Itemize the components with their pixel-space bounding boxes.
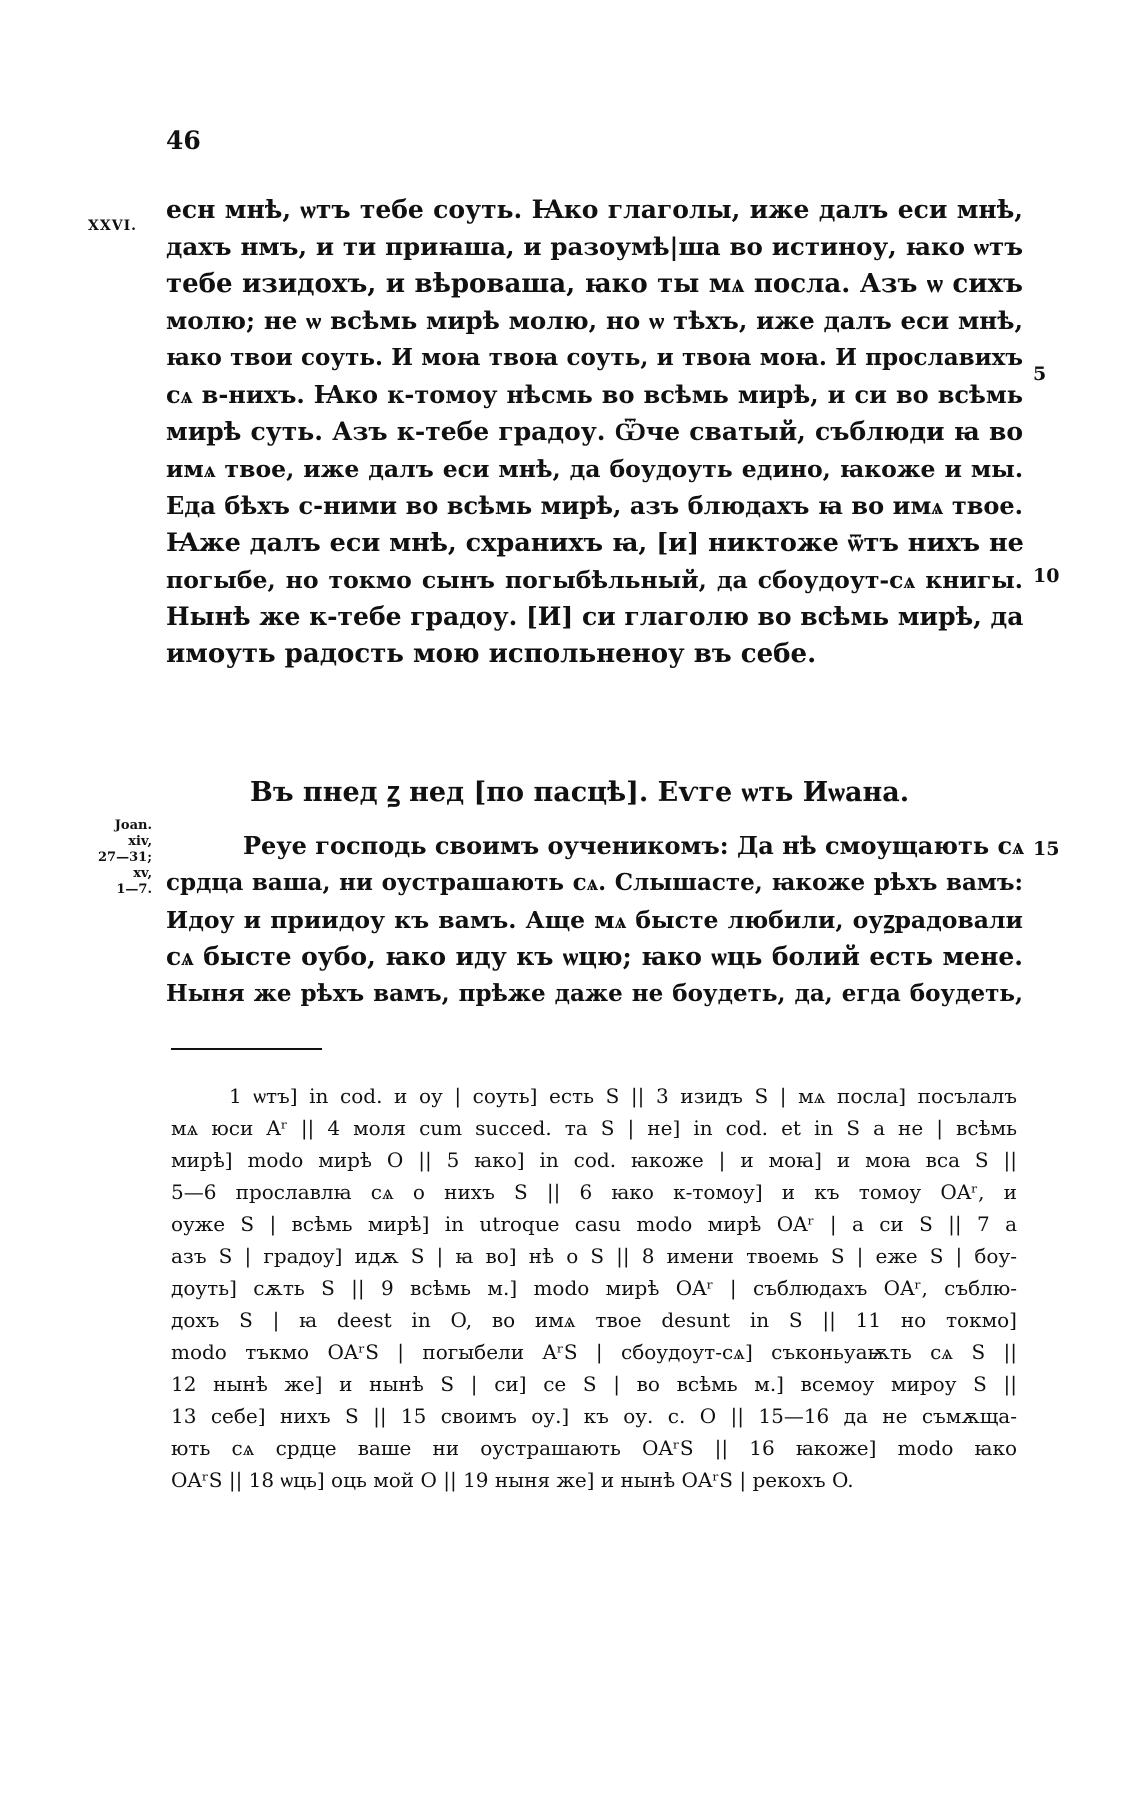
line-number: 10 — [1033, 565, 1060, 587]
gospel-reference-line: 27—31; — [98, 850, 152, 865]
footnote-line: мѧ юси Aʳ || 4 моля cum succed. та S | не] in cod. et in S а не | всѣмь — [171, 1116, 1017, 1140]
footnote-line: оуже S | всѣмь мирѣ] in utroque casu modo мирѣ OAʳ | а си S || 7 а — [171, 1212, 1017, 1236]
page-number: 46 — [166, 126, 201, 155]
main-text-line: Нынѣ же к-тебе градоу. [И] си глаголю во всѣмь мирѣ, да — [166, 602, 1024, 631]
main-text-line: ꙗко твои соуть. И моꙗ твоꙗ соуть, и твоꙗ моꙗ. И прославихъ — [166, 344, 1023, 371]
footnote-line: ють сѧ срдце ваше ни оустрашають OAʳS || 16 ꙗкоже] modo ꙗко — [171, 1436, 1017, 1460]
main-text-line: погыбе, но токмо сынъ погыбѣльный, да сбоудоут-сѧ книгы. — [166, 566, 1023, 594]
margin-chapter-ref: XXVI. — [88, 218, 138, 234]
footnote-line: доуть] сѫть S || 9 всѣмь м.] modo мирѣ OAʳ | съблюдахъ OAʳ, съблю- — [171, 1276, 1018, 1300]
section-text-line: сѧ бысте оубо, ꙗко иду къ ѡцю; ꙗко ѡць болий есть мене. — [166, 942, 1023, 971]
section-text-line: Идоу и приидоу къ вамъ. Аще мѧ бысте любили, оуꙁрадовали — [166, 906, 1023, 934]
main-text-line: тебе изидохъ, и вѣроваша, ꙗко ты мѧ посла. Азъ ѡ сихъ — [166, 269, 1023, 299]
gospel-reference — [90, 818, 152, 898]
footnote-line: мирѣ] modo мирѣ O || 5 ꙗко] in cod. ꙗкоже | и моꙗ] и моꙗ вса S || — [171, 1148, 1017, 1172]
line-number: 5 — [1033, 363, 1047, 385]
main-text-line: дахъ нмъ, и ти приꙗша, и разоумѣ|ша во истиноу, ꙗко ѡтъ — [166, 232, 1023, 261]
footnote-line: 1 ѡтъ] in cod. и оу | соуть] есть S || 3 изидъ S | мѧ посла] посълалъ — [229, 1084, 1017, 1108]
gospel-reference-line: xv, — [133, 866, 152, 881]
main-text-line: есн мнѣ, ѡтъ тебе соуть. Ꙗко глаголы, иже далъ еси мнѣ, — [166, 195, 1023, 224]
main-text-line: Еда бѣхъ с-ними во всѣмь мирѣ, азъ блюдахъ ꙗ во имѧ твое. — [166, 491, 1023, 520]
footnote-line: дохъ S | ꙗ deest in O, во имѧ твое desunt in S || 11 но токмо] — [171, 1308, 1017, 1332]
main-text-line: молю; не ѡ всѣмь мирѣ молю, но ѡ тѣхъ, иже далъ еси мнѣ, — [166, 306, 1023, 335]
main-text-line: имоуть радость мою испольненоу въ себе. — [166, 639, 817, 669]
section-text-line: срдца ваша, ни оустрашають сѧ. Слышасте, ꙗкоже рѣхъ вамъ: — [166, 869, 1023, 896]
main-text-line: мирѣ суть. Азъ к-тебе градоу. Ѿче сватый, съблюди ꙗ во — [166, 417, 1023, 446]
section-heading: Въ пнед ꙁ нед [по пасцѣ]. Еѵге ѡть Иѡана. — [250, 777, 910, 808]
footnote-line: 13 себе] нихъ S || 15 своимъ оу.] къ оу. с. O || 15—16 да не съмѫща- — [171, 1404, 1017, 1428]
footnote-line: modo тъкмо OAʳS | погыбели AʳS | сбоудоут-сѧ] съконьуаѭть сѧ S || — [171, 1340, 1017, 1364]
main-text-line: имѧ твое, иже далъ еси мнѣ, да боудоуть едино, ꙗкоже и мы. — [166, 455, 1023, 483]
section-text-line: Ныня же рѣхъ вамъ, прѣже даже не боудеть, да, егда боудеть, — [166, 980, 1023, 1007]
gospel-reference-line: xiv, — [128, 834, 152, 849]
main-text-line: Ꙗже далъ еси мнѣ, схранихъ ꙗ, [и] никтоже ѿтъ нихъ не — [166, 528, 1024, 558]
footnote-line: OAʳS || 18 ѡць] оць мой O || 19 ныня же] и нынѣ OAʳS | рекохъ O. — [171, 1468, 854, 1492]
section-text-line: Реуе господь своимъ оученикомъ: Да нѣ смоущають сѧ — [243, 831, 1025, 860]
footnote-line: 5—6 прославлꙗ сѧ о нихъ S || 6 ꙗко к-томоу] и къ томоу OAʳ, и — [171, 1180, 1017, 1204]
gospel-reference-line: 1—7. — [116, 882, 152, 897]
footnote-line: азъ S | градоу] идѫ S | ꙗ во] нѣ о S || 8 имени твоемь S | еже S | боу- — [171, 1244, 1017, 1268]
line-number: 15 — [1033, 838, 1060, 860]
footnote-rule — [171, 1048, 322, 1050]
main-text-line: сѧ в-нихъ. Ꙗко к-томоу нѣсмь во всѣмь мирѣ, и си во всѣмь — [166, 380, 1023, 409]
footnote-line: 12 нынѣ же] и нынѣ S | си] се S | во всѣмь м.] всемоу мироу S || — [171, 1372, 1017, 1396]
gospel-reference-line: Joan. — [114, 818, 152, 833]
